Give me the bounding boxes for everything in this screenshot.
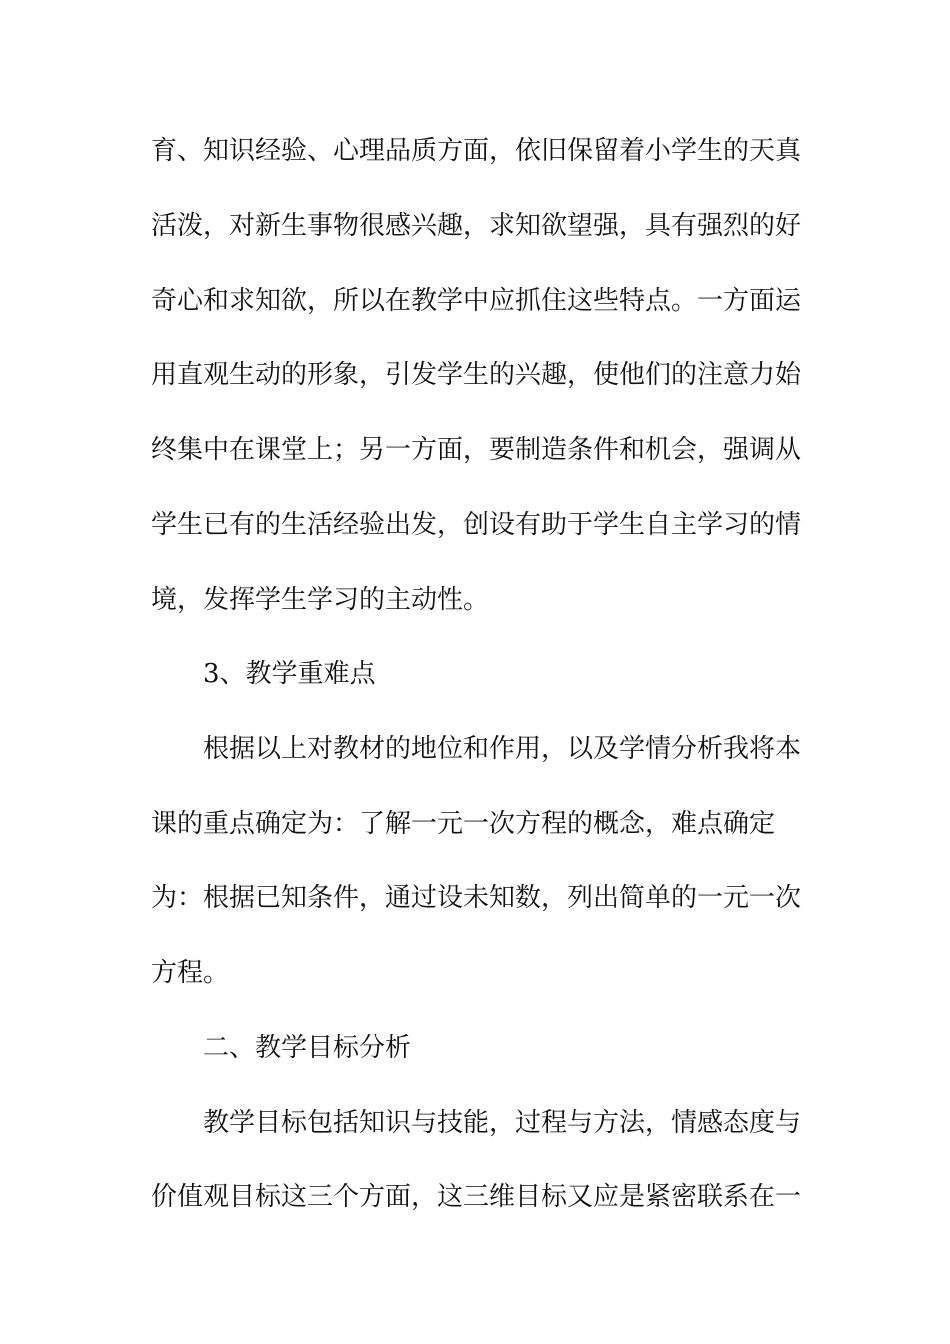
paragraph-line: 境，发挥学生学习的主动性。	[151, 585, 490, 615]
paragraph-line: 课的重点确定为：了解一元一次方程的概念，难点确定	[151, 809, 776, 839]
paragraph-line: 奇心和求知欲，所以在教学中应抓住这些特点。一方面运	[151, 286, 802, 316]
paragraph-line: 根据以上对教材的地位和作用，以及学情分析我将本	[203, 734, 802, 764]
paragraph-line: 教学目标包括知识与技能，过程与方法，情感态度与	[203, 1108, 802, 1138]
paragraph-line: 终集中在课堂上；另一方面，要制造条件和机会，强调从	[151, 435, 802, 465]
paragraph-line: 活泼，对新生事物很感兴趣，求知欲望强，具有强烈的好	[151, 211, 802, 241]
paragraph-line: 用直观生动的形象，引发学生的兴趣，使他们的注意力始	[151, 360, 802, 390]
section-heading: 3、教学重难点	[203, 659, 376, 689]
section-heading: 二、教学目标分析	[203, 1033, 412, 1063]
paragraph-line: 价值观目标这三个方面，这三维目标又应是紧密联系在一	[151, 1182, 802, 1212]
paragraph-line: 育、知识经验、心理品质方面，依旧保留着小学生的天真	[151, 136, 802, 166]
paragraph-line: 学生已有的生活经验出发，创设有助于学生自主学习的情	[151, 510, 802, 540]
paragraph-line: 为：根据已知条件，通过设未知数，列出简单的一元一次	[151, 883, 802, 913]
paragraph-line: 方程。	[151, 958, 230, 988]
